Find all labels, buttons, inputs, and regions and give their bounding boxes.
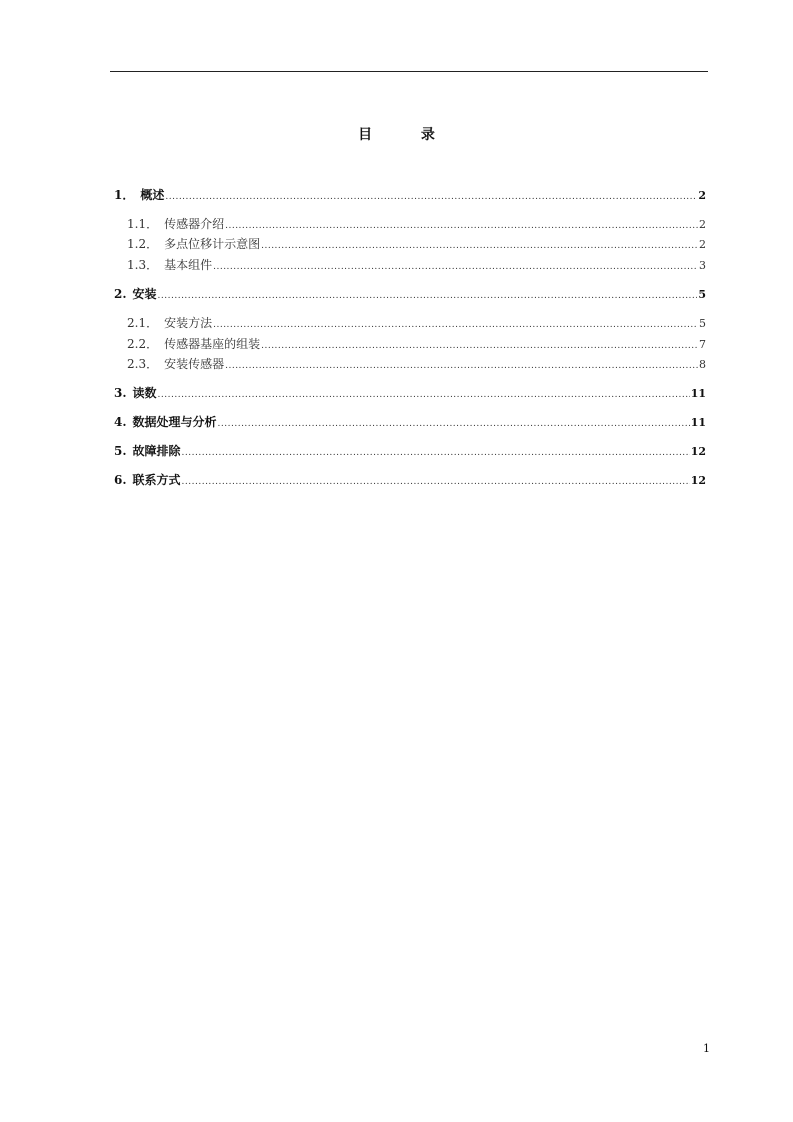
dot-leader [218, 415, 690, 433]
dot-leader [182, 473, 690, 491]
dot-leader [261, 337, 698, 355]
dot-leader [158, 287, 698, 305]
toc-entry-install-method[interactable] [114, 314, 706, 332]
toc-entry-number: 2.2． [127, 337, 159, 351]
toc-entry-page: 8 [699, 358, 706, 371]
dot-leader [158, 386, 690, 404]
dot-leader [213, 258, 698, 276]
toc-entry-label: 安装 [132, 287, 157, 301]
toc-entry-page: 12 [690, 445, 706, 458]
dot-leader [165, 188, 697, 206]
toc-entry-label: 安装传感器 [164, 357, 225, 371]
toc-entry-page: 7 [699, 338, 706, 351]
dot-leader [225, 357, 698, 375]
toc-entry-number: 2.3． [127, 357, 159, 371]
toc-title: 目 录 [358, 127, 457, 143]
toc-entry-number: 2.1． [127, 316, 159, 330]
toc-entry-label: 多点位移计示意图 [164, 237, 261, 251]
dot-leader [182, 444, 690, 462]
toc-entry-label: 数据处理与分析 [132, 415, 217, 429]
toc-entry-components[interactable] [114, 256, 706, 274]
toc-entry-data-analysis[interactable] [114, 413, 706, 431]
toc-entry-page: 11 [690, 416, 706, 429]
toc-entry-label: 传感器基座的组装 [164, 337, 261, 351]
toc-entry-install-sensor[interactable] [114, 355, 706, 373]
toc-entry-number: 4. [114, 415, 127, 429]
toc-entry-page: 2 [699, 238, 706, 251]
toc-entry-page: 11 [690, 387, 706, 400]
toc-entry-sensor-intro[interactable] [114, 215, 706, 233]
toc-entry-label: 基本组件 [164, 258, 213, 272]
dot-leader [213, 316, 698, 334]
toc-entry-label: 概述 [140, 188, 165, 202]
toc-entry-number: 1.3． [127, 258, 159, 272]
toc-entry-contact[interactable] [114, 471, 706, 489]
toc-entry-page: 2 [699, 218, 706, 231]
toc-entry-number: 2. [114, 287, 127, 301]
toc-entry-installation[interactable] [114, 285, 706, 303]
toc-entry-reading[interactable] [114, 384, 706, 402]
toc-entry-number: 6. [114, 473, 127, 487]
toc-entry-label: 联系方式 [132, 473, 181, 487]
toc-entry-page: 3 [699, 259, 706, 272]
toc-entry-troubleshooting[interactable] [114, 442, 706, 460]
header-rule [110, 71, 708, 72]
dot-leader [261, 237, 698, 255]
dot-leader [225, 217, 698, 235]
toc-entry-page: 2 [698, 189, 706, 202]
toc-entry-page: 5 [698, 288, 706, 301]
toc-entry-diagram[interactable] [114, 235, 706, 253]
toc-entry-number: 1.1． [127, 217, 159, 231]
toc-entry-label: 安装方法 [164, 316, 213, 330]
toc-entry-label: 故障排除 [132, 444, 181, 458]
toc-entry-number: 1.2． [127, 237, 159, 251]
toc-entry-number: 1． [114, 188, 135, 202]
toc-entry-number: 3. [114, 386, 127, 400]
toc-entry-page: 5 [699, 317, 706, 330]
page-number: 1 [703, 1042, 710, 1055]
toc-entry-number: 5. [114, 444, 127, 458]
toc-entry-label: 传感器介绍 [164, 217, 225, 231]
toc-entry-label: 读数 [132, 386, 157, 400]
toc-entry-base-assembly[interactable] [114, 335, 706, 353]
toc-entry-overview[interactable] [114, 186, 706, 204]
toc-entry-page: 12 [690, 474, 706, 487]
